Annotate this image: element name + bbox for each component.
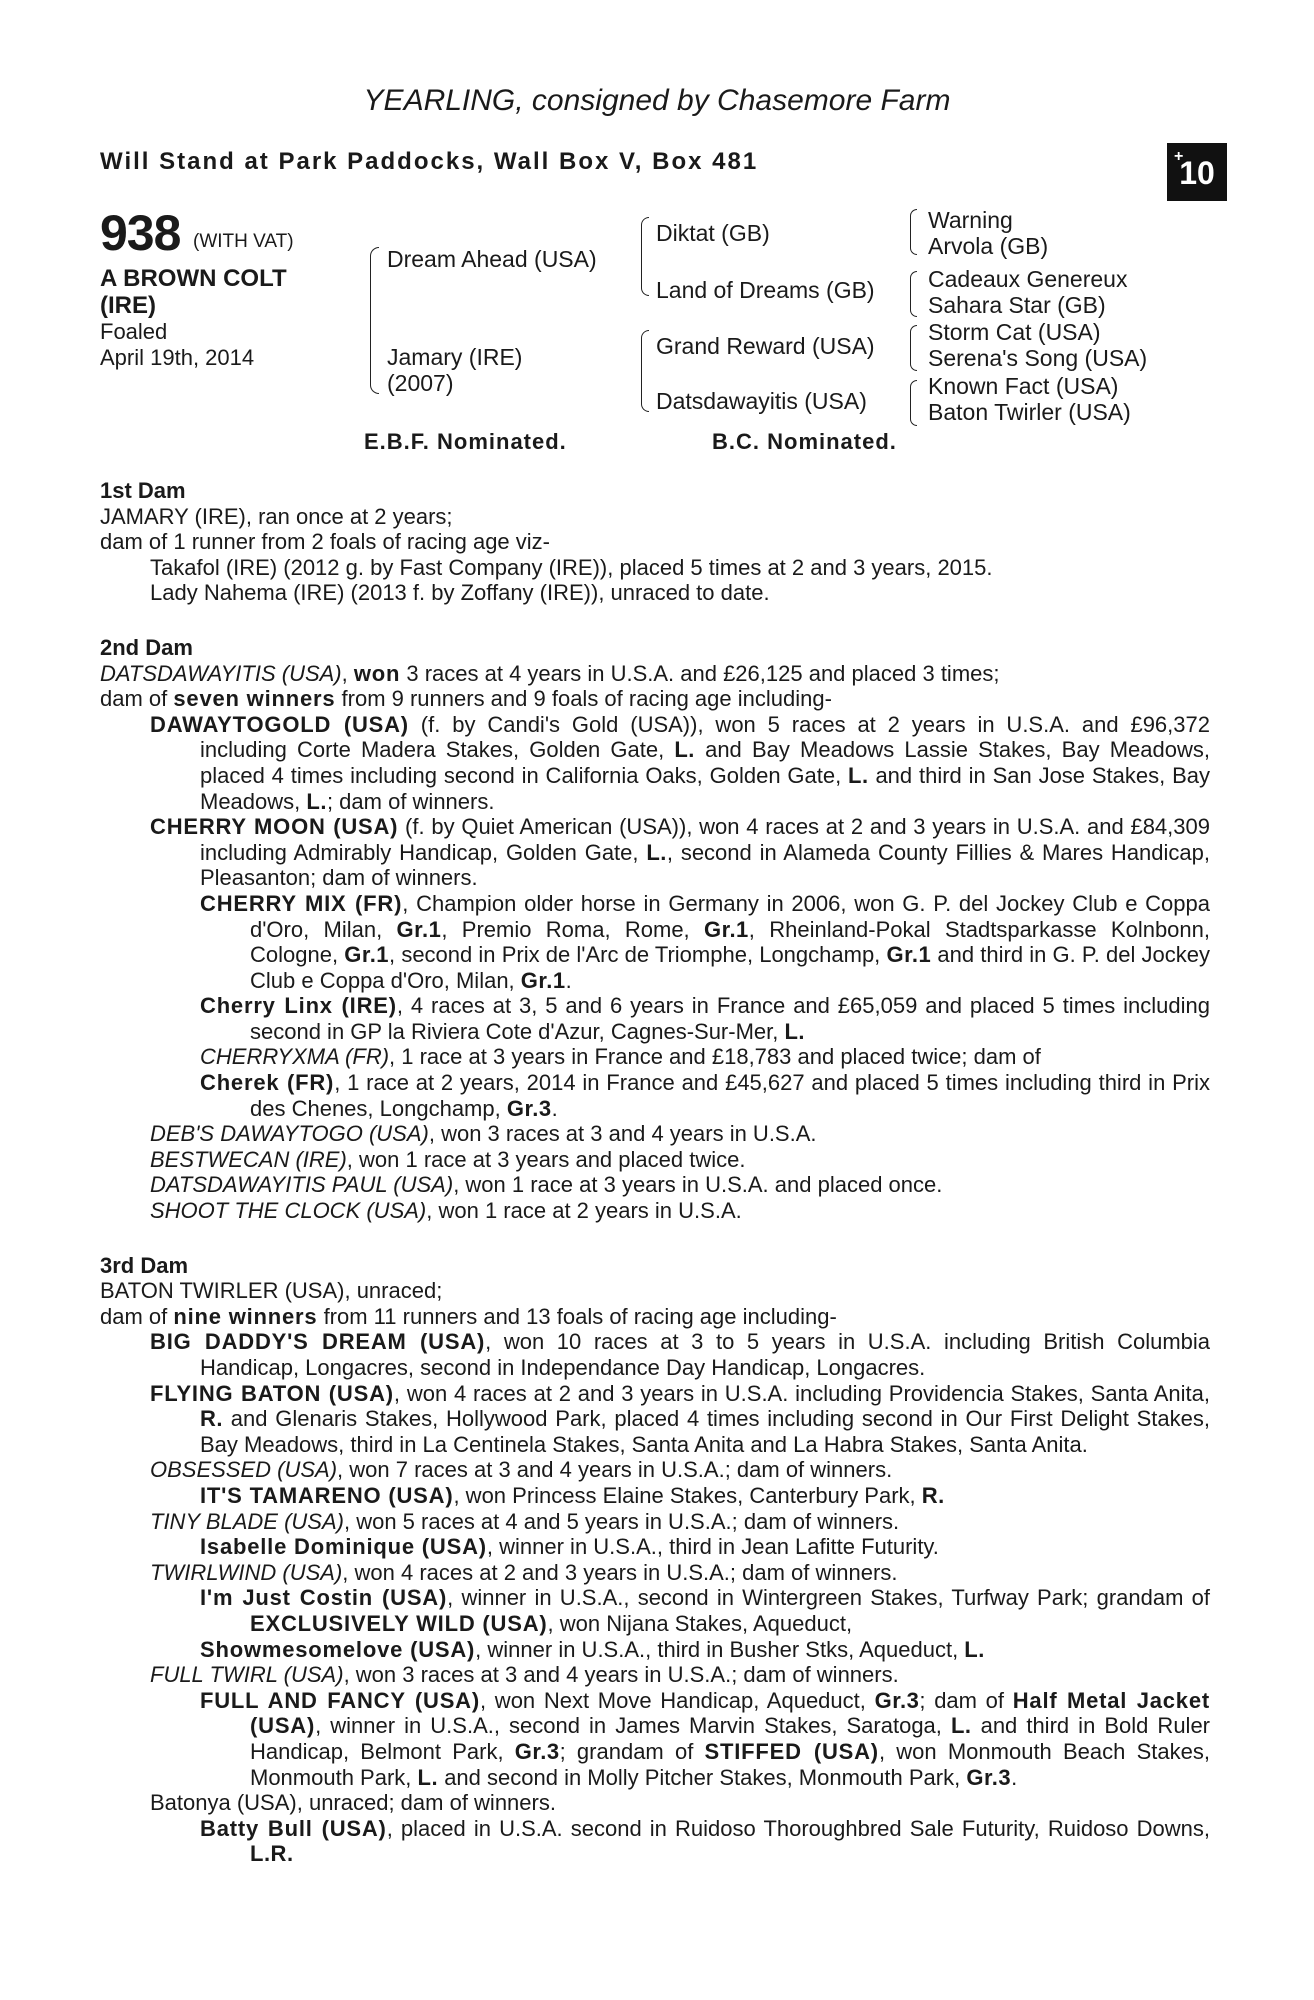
pedigree-sire: Dream Ahead (USA) — [387, 246, 597, 272]
pedigree-dam-year: (2007) — [387, 370, 454, 396]
produce-entry: Isabelle Dominique (USA), winner in U.S.A., third in Jean Lafitte Futurity. — [200, 1534, 939, 1560]
foaled-date: April 19th, 2014 — [100, 345, 255, 370]
produce-entry: CHERRY MIX (FR), Champion older horse in Germany in 2006, won G. P. del Jockey Club e Coppa d'Oro, Milan, Gr.1, Premio Roma, Rome, Gr.1, Rheinland-Pokal Stadtsparkasse Kolnbonn, Cologne, Gr.1, second in Prix de l'Arc de Triomphe, Longchamp, Gr.1 and third in G. P. del Jockey Club e Coppa d'Oro, Milan, Gr.1. — [200, 890, 1210, 993]
produce-entry: DATSDAWAYITIS PAUL (USA), won 1 race at 3 years in U.S.A. and placed once. — [150, 1172, 943, 1198]
first-dam-line1: JAMARY (IRE), ran once at 2 years; — [100, 503, 453, 529]
produce-entry: FLYING BATON (USA), won 4 races at 2 and 3 years in U.S.A. including Providencia Stakes, Santa Anita, R. and Glenaris Stakes, Hollywood Park, placed 4 times including second in Our First Delight Stakes, Bay Meadows, third in La Centinela Stakes, Santa Anita and La Habra Stakes, Santa Anita. — [150, 1380, 1210, 1457]
badge-number: 10 — [1179, 155, 1215, 191]
produce-entry: CHERRYXMA (FR), 1 race at 3 years in France and £18,783 and placed twice; dam of — [200, 1044, 1041, 1070]
pedigree-sire-sire: Diktat (GB) — [656, 220, 770, 246]
third-dam-line2: dam of nine winners from 11 runners and 13 foals of racing age including- — [100, 1303, 837, 1329]
pedigree-dam — [387, 344, 522, 396]
produce-entry: Batty Bull (USA), placed in U.S.A. second in Ruidoso Thoroughbred Sale Futurity, Ruidoso Downs, L.R. — [200, 1815, 1211, 1867]
produce-entry: Cherry Linx (IRE), 4 races at 3, 5 and 6 years in France and £65,059 and placed 5 times including second in GP la Riviera Cote d'Azur, Cagnes-Sur-Mer, L. — [200, 993, 1211, 1044]
second-dam-line2: dam of seven winners from 9 runners and 9 foals of racing age including- — [100, 686, 832, 712]
pedigree-brace-dam — [641, 330, 649, 412]
produce-entry: Showmesomelove (USA), winner in U.S.A., third in Busher Stks, Aqueduct, L. — [200, 1636, 985, 1662]
pedigree-brace-g1 — [910, 209, 917, 255]
pedigree-dam-dam: Datsdawayitis (USA) — [656, 388, 867, 414]
pedigree-g5: Storm Cat (USA) — [928, 319, 1101, 345]
produce-entry: CHERRY MOON (USA) (f. by Quiet American (USA)), won 4 races at 2 and 3 years in U.S.A. and £84,309 including Admirably Handicap, Golden Gate, L., second in Alameda County Fillies & Mares Handicap, Pleasanton; dam of winners. — [150, 814, 1210, 891]
pedigree-g2: Arvola (GB) — [928, 233, 1049, 259]
pedigree-sire-dam: Land of Dreams (GB) — [656, 277, 875, 303]
bc-nominated: B.C. Nominated. — [712, 429, 897, 454]
ebf-nominated: E.B.F. Nominated. — [364, 429, 567, 454]
third-dam-line1: BATON TWIRLER (USA), unraced; — [100, 1278, 443, 1304]
lot-badge — [1167, 143, 1227, 201]
pedigree-dam-name: Jamary (IRE) — [387, 344, 523, 370]
vat-note: (WITH VAT) — [193, 231, 294, 252]
produce-entry: Cherek (FR), 1 race at 2 years, 2014 in France and £45,627 and placed 5 times including third in Prix des Chenes, Longchamp, Gr.3. — [200, 1070, 1210, 1121]
pedigree-g1: Warning — [928, 207, 1013, 233]
pedigree-brace-g3 — [910, 325, 917, 371]
lot-description-line1: A BROWN COLT — [100, 265, 287, 292]
produce-entry: BESTWECAN (IRE), won 1 race at 3 years and placed twice. — [150, 1146, 746, 1172]
family-details — [100, 478, 1210, 1867]
foaled-label: Foaled — [100, 319, 168, 344]
lot-description — [100, 265, 287, 319]
consignment-heading: YEARLING, consigned by Chasemore Farm — [363, 84, 951, 117]
pedigree-brace-main — [370, 247, 379, 394]
first-dam-line2: dam of 1 runner from 2 foals of racing age viz- — [100, 529, 550, 555]
produce-entry: Batonya (USA), unraced; dam of winners. — [150, 1790, 556, 1816]
stand-location: Will Stand at Park Paddocks, Wall Box V, Box 481 — [100, 148, 759, 175]
second-dam-heading: 2nd Dam — [100, 634, 193, 660]
produce-entry: FULL AND FANCY (USA), won Next Move Handicap, Aqueduct, Gr.3; dam of Half Metal Jacket (USA), winner in U.S.A., second in James Marvin Stakes, Saratoga, L. and third in Bold Ruler Handicap, Belmont Park, Gr.3; grandam of STIFFED (USA), won Monmouth Beach Stakes, Monmouth Park, L. and second in Molly Pitcher Stakes, Monmouth Park, Gr.3. — [200, 1687, 1211, 1790]
produce-entry: TINY BLADE (USA), won 5 races at 4 and 5 years in U.S.A.; dam of winners. — [150, 1508, 900, 1534]
produce-entry: FULL TWIRL (USA), won 3 races at 3 and 4 years in U.S.A.; dam of winners. — [150, 1662, 899, 1688]
first-dam-foal: Lady Nahema (IRE) (2013 f. by Zoffany (IRE)), unraced to date. — [150, 580, 770, 606]
first-dam-foal: Takafol (IRE) (2012 g. by Fast Company (IRE)), placed 5 times at 2 and 3 years, 2015. — [150, 554, 993, 580]
pedigree-brace-sire — [641, 217, 649, 296]
second-dam-line1: DATSDAWAYITIS (USA), won 3 races at 4 years in U.S.A. and £26,125 and placed 3 times; — [100, 660, 1000, 686]
pedigree-g3: Cadeaux Genereux — [928, 266, 1128, 292]
first-dam-heading: 1st Dam — [100, 478, 186, 503]
foaled-info — [100, 319, 254, 371]
pedigree-dam-sire: Grand Reward (USA) — [656, 333, 875, 359]
pedigree-g4: Sahara Star (GB) — [928, 292, 1106, 318]
pedigree-g6: Serena's Song (USA) — [928, 345, 1148, 371]
produce-entry: BIG DADDY'S DREAM (USA), won 10 races at 3 to 5 years in U.S.A. including British Columbia Handicap, Longacres, second in Independance Day Handicap, Longacres. — [150, 1329, 1210, 1380]
produce-entry: DEB'S DAWAYTOGO (USA), won 3 races at 3 and 4 years in U.S.A. — [150, 1121, 817, 1147]
badge-plus: + — [1174, 148, 1184, 165]
pedigree-g8: Baton Twirler (USA) — [928, 399, 1131, 425]
produce-entry: IT'S TAMARENO (USA), won Princess Elaine Stakes, Canterbury Park, R. — [200, 1482, 945, 1508]
produce-entry: SHOOT THE CLOCK (USA), won 1 race at 2 years in U.S.A. — [150, 1198, 742, 1224]
lot-number: 938 — [100, 205, 181, 261]
produce-entry: OBSESSED (USA), won 7 races at 3 and 4 years in U.S.A.; dam of winners. — [150, 1457, 893, 1483]
pedigree-brace-g2 — [910, 271, 917, 317]
third-dam-heading: 3rd Dam — [100, 1252, 189, 1278]
produce-entry: TWIRLWIND (USA), won 4 races at 2 and 3 years in U.S.A.; dam of winners. — [150, 1559, 898, 1585]
pedigree-g7: Known Fact (USA) — [928, 373, 1119, 399]
produce-entry: DAWAYTOGOLD (USA) (f. by Candi's Gold (USA)), won 5 races at 2 years in U.S.A. and £96,372 including Corte Madera Stakes, Golden Gate, L. and Bay Meadows Lassie Stakes, Bay Meadows, placed 4 times including second in California Oaks, Golden Gate, L. and third in San Jose Stakes, Bay Meadows, L.; dam of winners. — [150, 711, 1210, 814]
lot-description-line2: (IRE) — [100, 292, 156, 319]
produce-entry: I'm Just Costin (USA), winner in U.S.A., second in Wintergreen Stakes, Turfway Park; grandam of EXCLUSIVELY WILD (USA), won Nijana Stakes, Aqueduct, — [200, 1585, 1210, 1636]
pedigree-brace-g4 — [910, 380, 917, 426]
